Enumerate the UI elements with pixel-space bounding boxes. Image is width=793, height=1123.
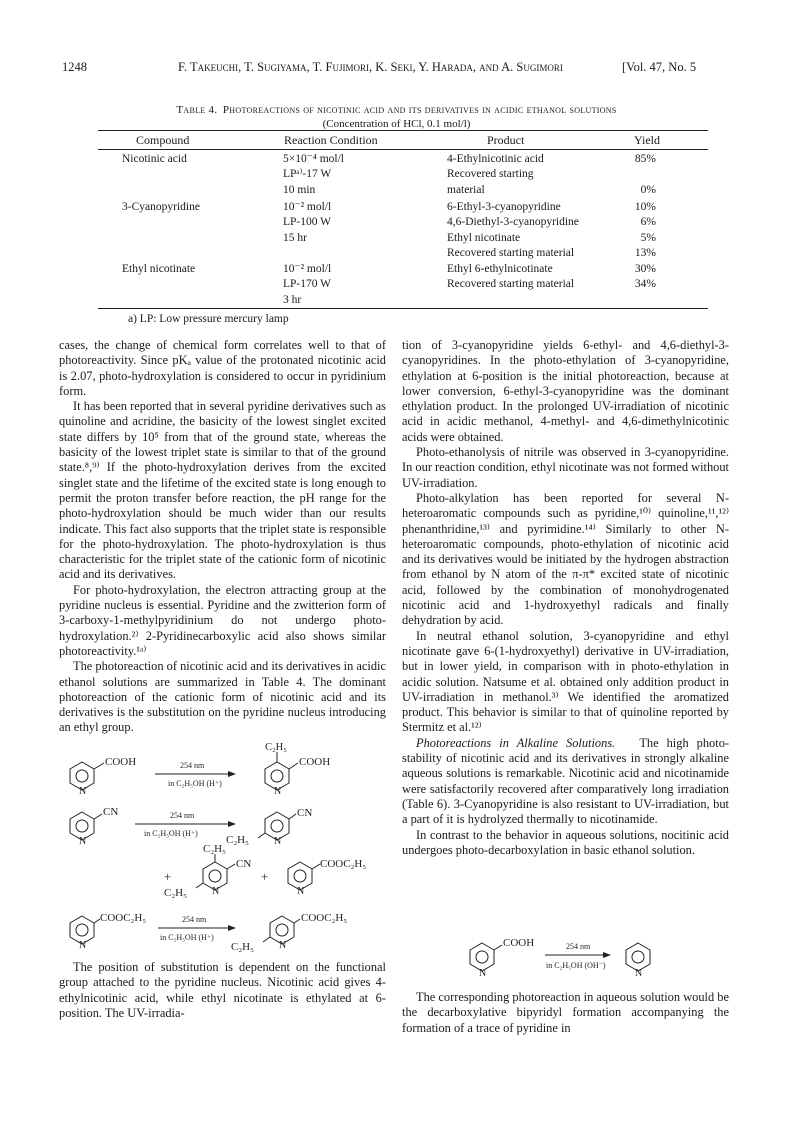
table-label: Table 4. xyxy=(176,104,218,116)
table-cell-compound: Nicotinic acid xyxy=(122,153,187,165)
svg-text:in C₂H₅OH (H⁺): in C₂H₅OH (H⁺) xyxy=(144,829,198,838)
col-header-yield: Yield xyxy=(634,133,660,147)
table-title: Photoreactions of nicotinic acid and its derivatives in acidic ethanol solutions xyxy=(222,104,617,116)
page-number: 1248 xyxy=(62,60,87,74)
section-heading: Photoreactions in Alkaline Solutions. xyxy=(416,735,616,750)
pyridine-ring xyxy=(470,943,494,971)
svg-text:C₂H₅: C₂H₅ xyxy=(231,941,254,953)
svg-text:COOH: COOH xyxy=(299,756,331,768)
right-column-bottom xyxy=(402,990,729,1036)
svg-text:CN: CN xyxy=(297,807,313,819)
svg-text:N: N xyxy=(635,968,643,979)
col-header-condition: Reaction Condition xyxy=(284,133,378,147)
paragraph: The photoreaction of nicotinic acid and its derivatives in acidic ethanol solutions are summarized in Table 4. The dominant photoreaction of the cationic form of nicotinic acid and its derivatives is the substitution on the pyridine nucleus introducing an ethyl group. xyxy=(59,659,386,735)
svg-text:+: + xyxy=(261,869,269,884)
col-header-compound: Compound xyxy=(136,133,190,147)
table-cell-product: 4-Ethylnicotinic acid Recovered starting material xyxy=(447,153,544,196)
table-cell-yield: 30% 34% xyxy=(634,263,656,291)
svg-text:254 nm: 254 nm xyxy=(182,915,207,924)
svg-text:N: N xyxy=(79,836,87,847)
svg-text:N: N xyxy=(212,886,220,897)
left-column xyxy=(59,338,386,736)
right-column xyxy=(402,338,729,858)
col-header-product: Product xyxy=(487,133,525,147)
paragraph: cases, the change of chemical form correlates well to that of photoreactivity. Since pKₐ value of the protonated nicotinic acid is 2.07, photo-hydroxylation is considered to occur in pyridinium form. xyxy=(59,338,386,398)
table-subtitle: (Concentration of HCl, 0.1 mol/l) xyxy=(322,118,471,130)
svg-text:C₂H₅: C₂H₅ xyxy=(203,843,226,855)
svg-text:COOC₂H₅: COOC₂H₅ xyxy=(100,912,147,924)
svg-text:254 nm: 254 nm xyxy=(180,761,205,770)
table-cell-product: Ethyl 6-ethylnicotinate Recovered starting material xyxy=(447,263,575,291)
svg-text:N: N xyxy=(479,968,487,979)
running-authors: F. Takeuchi, T. Sugiyama, T. Fujimori, K. Seki, Y. Harada, and A. Sugimori xyxy=(178,60,563,74)
svg-text:in C₂H₅OH (OH⁻): in C₂H₅OH (OH⁻) xyxy=(546,961,606,970)
svg-text:in C₂H₅OH (H⁺): in C₂H₅OH (H⁺) xyxy=(160,933,214,942)
svg-text:254 nm: 254 nm xyxy=(170,811,195,820)
table-header-rule xyxy=(98,149,708,150)
svg-text:C₂H₅: C₂H₅ xyxy=(265,742,287,753)
svg-text:+: + xyxy=(164,869,172,884)
paragraph: In neutral ethanol solution, 3-cyanopyridine and ethyl nicotinate gave 6-(1-hydroxyethyl) derivative in UV-irradiation, but in lower yield, in comparison with in photo-ethylation in acidic solution. Natsume et al. obtained only addition product in UV-irradiation in methanol.³⁾ We identified the aromatized product. This behavior is similar to that of quinoline reported by Stermitz et al.¹²⁾ xyxy=(402,628,729,735)
decarboxylation-scheme xyxy=(460,935,710,985)
table-cell-yield: 85% 0% xyxy=(634,153,656,196)
svg-text:C₂H₅: C₂H₅ xyxy=(226,834,249,846)
table-cell-compound: 3-Cyanopyridine xyxy=(122,201,200,213)
paragraph: In contrast to the behavior in aqueous solutions, nocitinic acid undergoes photo-decarboxylation in basic ethanol solution. xyxy=(402,827,729,857)
table-top-rule xyxy=(98,130,708,131)
paragraph: For photo-hydroxylation, the electron attracting group at the pyridine nucleus is essential. Pyridine and the zwitterion form of 3-carboxy-1-methylpyridinium do not undergo photo-hydroxylation.²⁾ 2-Pyridinecarboxylic acid also shows similar photoreactivity.¹ᵃ⁾ xyxy=(59,582,386,658)
svg-text:C₂H₅: C₂H₅ xyxy=(164,887,187,899)
paragraph: The corresponding photoreaction in aqueous solution would be the decarboxylative bipyridyl formation accompanying the formation of a trace of pyridine in xyxy=(402,990,729,1035)
svg-text:CN: CN xyxy=(236,858,252,870)
table-cell-condition: 5×10⁻⁴ mol/l LPᵃ⁾-17 W 10 min xyxy=(283,153,344,196)
svg-text:254 nm: 254 nm xyxy=(566,942,591,951)
svg-text:N: N xyxy=(279,940,287,951)
paragraph: The position of substitution is dependent on the functional group attached to the pyridine nucleus. Nicotinic acid gives 4-ethylnicotinic acid, while ethyl nicotinate is ethylated at 6-position. The UV-irradia- xyxy=(59,960,386,1020)
table-cell-condition: 10⁻² mol/l LP-170 W 3 hr xyxy=(283,263,332,306)
svg-text:N: N xyxy=(79,786,87,797)
svg-text:N: N xyxy=(79,940,87,951)
paragraph: It has been reported that in several pyridine derivatives such as quinoline and acridine, the basicity of the lowest singlet excited state differs by 10⁵ from that of the ground state, whereas the basicity of the lowest triplet state is similar to that of the ground state.⁸,⁹⁾ If the photo-hydroxylation derives from the excited singlet state and the lifetime of the excited state is long enough to permit the proton transfer before reaction, the pH range for the photo-hydroxylation should be much wider than our results indicate. This fact also supports that the triplet state is responsible for the photo-hydroxylation. The photo-hydroxylation is thus characteristic for the triplet state of the cationic form of nicotinic acid and its derivatives. xyxy=(59,399,386,582)
table-cell-yield: 10% 6% 5% 13% xyxy=(634,201,656,259)
svg-text:CN: CN xyxy=(103,806,119,818)
svg-text:COOH: COOH xyxy=(503,937,535,949)
table-bottom-rule xyxy=(98,308,708,309)
svg-text:N: N xyxy=(297,886,305,897)
reaction-schemes xyxy=(60,742,390,960)
paragraph: Photoreactions in Alkaline Solutions. The high photo-stability of nicotinic acid and its derivatives in strongly alkaline aqueous solutions is remarkable. Nicotinic acid and nicotinamide were satisfactorily recovered after comparatively long irradiation (Table 6). 3-Cyanopyridine is also resistant to UV-irradiation, but a part of it is hydrolyzed thermally to nicotinamide. xyxy=(402,735,730,827)
paragraph: Photo-ethanolysis of nitrile was observed in 3-cyanopyridine. In our reaction condition, ethyl nicotinate was not formed without UV-irradiation. xyxy=(402,445,729,490)
table-cell-product: 6-Ethyl-3-cyanopyridine 4,6-Diethyl-3-cyanopyridine Ethyl nicotinate Recovered starting material xyxy=(447,201,579,259)
table-cell-condition: 10⁻² mol/l LP-100 W 15 hr xyxy=(283,201,332,244)
volume-label: [Vol. 47, No. 5 xyxy=(622,60,697,74)
svg-text:N: N xyxy=(274,836,282,847)
svg-text:N: N xyxy=(274,786,282,797)
paragraph: tion of 3-cyanopyridine yields 6-ethyl- and 4,6-diethyl-3-cyanopyridines. In the photo-ethylation of 3-cyanopyridine, ethylation at 6-position is the initial photoreaction, because at lower conversion, 6-ethyl-3-cyanopyridine was the dominant ethylation product. In the prolonged UV-irradiation of nicotinic acid in acidic methanol, 4-methyl- and 4,6-dimethylnicotinic acids were obtained. xyxy=(402,338,729,444)
pyridine-ring xyxy=(626,943,650,971)
svg-text:COOC₂H₅: COOC₂H₅ xyxy=(320,858,367,870)
paragraph: Photo-alkylation has been reported for several N-heteroaromatic compounds such as pyridine,¹⁰⁾ quinoline,¹¹,¹²⁾ phenanthridine,¹³⁾ and pyrimidine.¹⁴⁾ Similarly to other N-heteroaromatic compounds, photo-ethylation of nicotinic acid and its derivatives would be initiated by the hydrogen abstraction from ethanol by N atom of the π-π* excited state of nicotinic acid, followed by the combination of monohydrogenated nicotinic acid and 1-hydroxyethyl radicals and finally dehydration by acid. xyxy=(402,490,729,628)
svg-text:in C₂H₅OH (H⁺): in C₂H₅OH (H⁺) xyxy=(168,779,222,788)
svg-text:COOC₂H₅: COOC₂H₅ xyxy=(301,912,348,924)
table-footnote: a) LP: Low pressure mercury lamp xyxy=(128,313,289,325)
svg-text:COOH: COOH xyxy=(105,756,137,768)
left-column-bottom xyxy=(59,960,386,1021)
table-caption xyxy=(0,103,793,131)
table-cell-compound: Ethyl nicotinate xyxy=(122,263,196,275)
